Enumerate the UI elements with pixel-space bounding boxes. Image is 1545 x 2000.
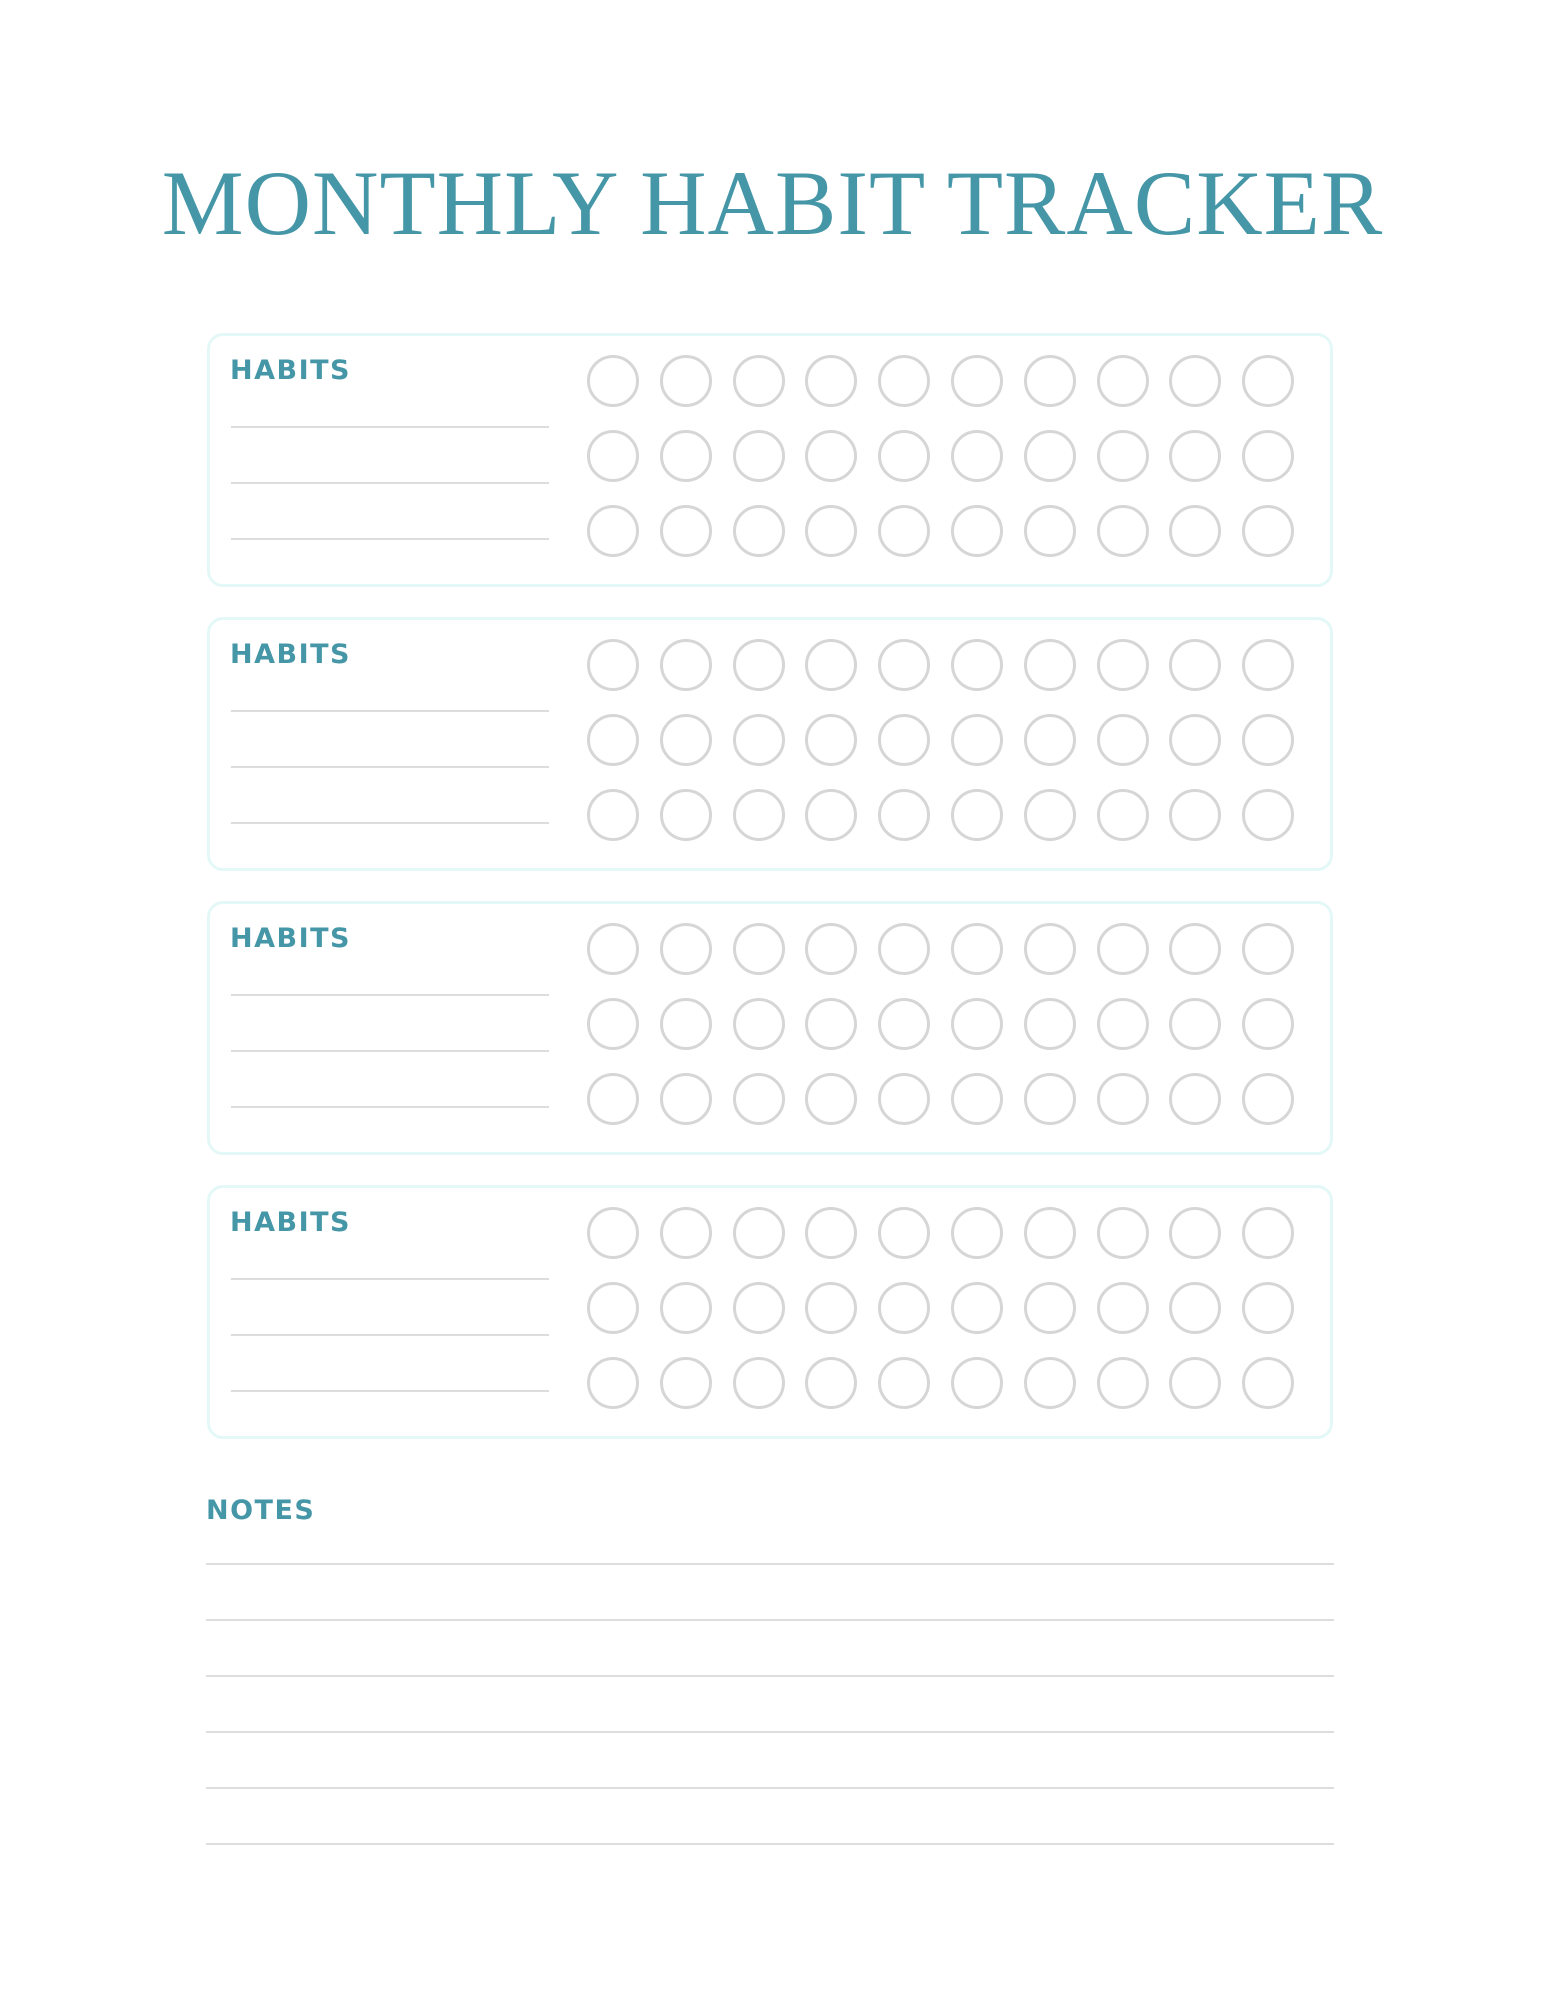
- habit-check-circle[interactable]: [733, 714, 785, 766]
- habit-check-circle[interactable]: [951, 923, 1003, 975]
- habit-check-circle[interactable]: [1024, 998, 1076, 1050]
- page-title: MONTHLY HABIT TRACKER: [161, 152, 1384, 254]
- habit-check-circle[interactable]: [660, 923, 712, 975]
- habit-check-circle[interactable]: [1097, 923, 1149, 975]
- habit-check-circle[interactable]: [1097, 430, 1149, 482]
- habit-check-circle[interactable]: [660, 1282, 712, 1334]
- habit-name-line[interactable]: [231, 1050, 549, 1052]
- habit-check-circle[interactable]: [587, 1073, 639, 1125]
- habit-check-circle[interactable]: [878, 923, 930, 975]
- habit-check-circle[interactable]: [587, 1282, 639, 1334]
- habit-check-circle[interactable]: [1242, 1207, 1294, 1259]
- habit-check-circle[interactable]: [587, 355, 639, 407]
- habit-check-circle[interactable]: [951, 639, 1003, 691]
- habit-checkbox-grid: [587, 1207, 1313, 1421]
- habit-check-circle[interactable]: [1169, 923, 1221, 975]
- habit-check-circle[interactable]: [733, 1207, 785, 1259]
- habit-check-circle[interactable]: [878, 430, 930, 482]
- habit-check-circle[interactable]: [1242, 430, 1294, 482]
- habit-check-circle[interactable]: [1169, 1282, 1221, 1334]
- habit-check-circle[interactable]: [1169, 789, 1221, 841]
- habit-check-circle[interactable]: [951, 1357, 1003, 1409]
- habit-check-circle[interactable]: [805, 355, 857, 407]
- habit-check-circle[interactable]: [1242, 639, 1294, 691]
- habit-check-circle[interactable]: [587, 714, 639, 766]
- habit-check-circle[interactable]: [1024, 1207, 1076, 1259]
- habit-name-line[interactable]: [231, 538, 549, 540]
- habit-check-circle[interactable]: [660, 430, 712, 482]
- habit-check-circle[interactable]: [1169, 355, 1221, 407]
- habit-check-circle[interactable]: [733, 355, 785, 407]
- habit-check-circle[interactable]: [951, 998, 1003, 1050]
- habit-check-circle[interactable]: [1169, 1073, 1221, 1125]
- habit-check-circle[interactable]: [1169, 998, 1221, 1050]
- habit-check-circle[interactable]: [1242, 505, 1294, 557]
- habit-check-circle[interactable]: [878, 1207, 930, 1259]
- habit-check-circle[interactable]: [1097, 998, 1149, 1050]
- habit-name-line[interactable]: [231, 426, 549, 428]
- habit-check-circle[interactable]: [951, 430, 1003, 482]
- habit-check-circle[interactable]: [1024, 714, 1076, 766]
- habit-section-label: HABITS: [230, 355, 351, 386]
- habit-name-line[interactable]: [231, 1106, 549, 1108]
- habit-check-circle[interactable]: [805, 1073, 857, 1125]
- habit-check-circle[interactable]: [1024, 355, 1076, 407]
- notes-label: NOTES: [206, 1495, 316, 1526]
- habit-check-circle[interactable]: [733, 1073, 785, 1125]
- habit-check-circle[interactable]: [587, 789, 639, 841]
- habit-section-label: HABITS: [230, 1207, 351, 1238]
- habit-check-circle[interactable]: [733, 1282, 785, 1334]
- habit-check-circle[interactable]: [805, 923, 857, 975]
- habit-check-circle[interactable]: [805, 1207, 857, 1259]
- habit-check-circle[interactable]: [805, 789, 857, 841]
- habit-check-circle[interactable]: [1024, 1073, 1076, 1125]
- habit-check-circle[interactable]: [1097, 1207, 1149, 1259]
- habit-section-label: HABITS: [230, 923, 351, 954]
- habit-check-circle[interactable]: [660, 714, 712, 766]
- habit-check-circle[interactable]: [1169, 1357, 1221, 1409]
- note-line[interactable]: [206, 1787, 1334, 1789]
- habit-check-circle[interactable]: [1097, 714, 1149, 766]
- habit-check-circle[interactable]: [1024, 505, 1076, 557]
- habit-check-circle[interactable]: [951, 1073, 1003, 1125]
- habit-name-line[interactable]: [231, 766, 549, 768]
- habit-check-circle[interactable]: [1024, 430, 1076, 482]
- habit-check-circle[interactable]: [1242, 923, 1294, 975]
- habit-check-circle[interactable]: [878, 1282, 930, 1334]
- habit-check-circle[interactable]: [1242, 1073, 1294, 1125]
- habit-checkbox-grid: [587, 639, 1313, 853]
- habit-check-circle[interactable]: [660, 998, 712, 1050]
- note-line[interactable]: [206, 1563, 1334, 1565]
- note-line[interactable]: [206, 1731, 1334, 1733]
- habit-check-circle[interactable]: [733, 789, 785, 841]
- habit-section-2: [207, 617, 1333, 871]
- habit-check-circle[interactable]: [951, 1282, 1003, 1334]
- habit-check-circle[interactable]: [587, 1207, 639, 1259]
- habit-name-line[interactable]: [231, 822, 549, 824]
- habit-check-circle[interactable]: [733, 505, 785, 557]
- habit-name-line[interactable]: [231, 482, 549, 484]
- habit-check-circle[interactable]: [1097, 639, 1149, 691]
- habit-section-label: HABITS: [230, 639, 351, 670]
- habit-check-circle[interactable]: [660, 505, 712, 557]
- habit-check-circle[interactable]: [733, 1357, 785, 1409]
- habit-check-circle[interactable]: [1024, 1357, 1076, 1409]
- habit-check-circle[interactable]: [805, 505, 857, 557]
- habit-check-circle[interactable]: [1169, 505, 1221, 557]
- habit-check-circle[interactable]: [660, 1073, 712, 1125]
- note-line[interactable]: [206, 1675, 1334, 1677]
- habit-check-circle[interactable]: [1097, 1282, 1149, 1334]
- habit-section-4: [207, 1185, 1333, 1439]
- habit-check-circle[interactable]: [733, 998, 785, 1050]
- habit-check-circle[interactable]: [1169, 1207, 1221, 1259]
- habit-check-circle[interactable]: [1242, 998, 1294, 1050]
- habit-section-3: [207, 901, 1333, 1155]
- habit-check-circle[interactable]: [1242, 789, 1294, 841]
- habit-check-circle[interactable]: [587, 430, 639, 482]
- habit-check-circle[interactable]: [805, 714, 857, 766]
- habit-check-circle[interactable]: [1024, 923, 1076, 975]
- habit-check-circle[interactable]: [878, 1073, 930, 1125]
- habit-check-circle[interactable]: [878, 789, 930, 841]
- habit-check-circle[interactable]: [805, 998, 857, 1050]
- habit-check-circle[interactable]: [878, 639, 930, 691]
- habit-check-circle[interactable]: [733, 923, 785, 975]
- habit-check-circle[interactable]: [587, 923, 639, 975]
- habit-check-circle[interactable]: [878, 998, 930, 1050]
- habit-check-circle[interactable]: [1024, 1282, 1076, 1334]
- habit-check-circle[interactable]: [660, 639, 712, 691]
- habit-checkbox-grid: [587, 923, 1313, 1137]
- habit-check-circle[interactable]: [660, 789, 712, 841]
- habit-check-circle[interactable]: [1097, 505, 1149, 557]
- habit-check-circle[interactable]: [1097, 1073, 1149, 1125]
- habit-check-circle[interactable]: [1097, 1357, 1149, 1409]
- habit-check-circle[interactable]: [1169, 430, 1221, 482]
- habit-check-circle[interactable]: [660, 1207, 712, 1259]
- habit-check-circle[interactable]: [951, 789, 1003, 841]
- habit-check-circle[interactable]: [587, 998, 639, 1050]
- habit-check-circle[interactable]: [1024, 639, 1076, 691]
- habit-check-circle[interactable]: [805, 1282, 857, 1334]
- habit-name-line[interactable]: [231, 710, 549, 712]
- habit-check-circle[interactable]: [587, 1357, 639, 1409]
- habit-check-circle[interactable]: [878, 714, 930, 766]
- habit-check-circle[interactable]: [660, 355, 712, 407]
- note-line[interactable]: [206, 1843, 1334, 1845]
- habit-check-circle[interactable]: [805, 639, 857, 691]
- habit-check-circle[interactable]: [587, 505, 639, 557]
- habit-check-circle[interactable]: [1024, 789, 1076, 841]
- habit-check-circle[interactable]: [878, 505, 930, 557]
- habit-checkbox-grid: [587, 355, 1313, 569]
- habit-check-circle[interactable]: [805, 430, 857, 482]
- habit-check-circle[interactable]: [951, 505, 1003, 557]
- habit-check-circle[interactable]: [878, 1357, 930, 1409]
- habit-check-circle[interactable]: [1242, 714, 1294, 766]
- habit-section-1: [207, 333, 1333, 587]
- habit-check-circle[interactable]: [733, 639, 785, 691]
- habit-check-circle[interactable]: [878, 355, 930, 407]
- habit-check-circle[interactable]: [1169, 639, 1221, 691]
- habit-check-circle[interactable]: [951, 714, 1003, 766]
- habit-check-circle[interactable]: [1169, 714, 1221, 766]
- habit-check-circle[interactable]: [951, 355, 1003, 407]
- habit-check-circle[interactable]: [733, 430, 785, 482]
- habit-check-circle[interactable]: [1242, 1357, 1294, 1409]
- habit-check-circle[interactable]: [805, 1357, 857, 1409]
- habit-check-circle[interactable]: [1097, 355, 1149, 407]
- habit-check-circle[interactable]: [1242, 1282, 1294, 1334]
- habit-name-line[interactable]: [231, 1390, 549, 1392]
- note-line[interactable]: [206, 1619, 1334, 1621]
- habit-check-circle[interactable]: [660, 1357, 712, 1409]
- habit-check-circle[interactable]: [1097, 789, 1149, 841]
- habit-check-circle[interactable]: [951, 1207, 1003, 1259]
- habit-name-line[interactable]: [231, 1334, 549, 1336]
- habit-name-line[interactable]: [231, 994, 549, 996]
- habit-check-circle[interactable]: [587, 639, 639, 691]
- habit-check-circle[interactable]: [1242, 355, 1294, 407]
- habit-name-line[interactable]: [231, 1278, 549, 1280]
